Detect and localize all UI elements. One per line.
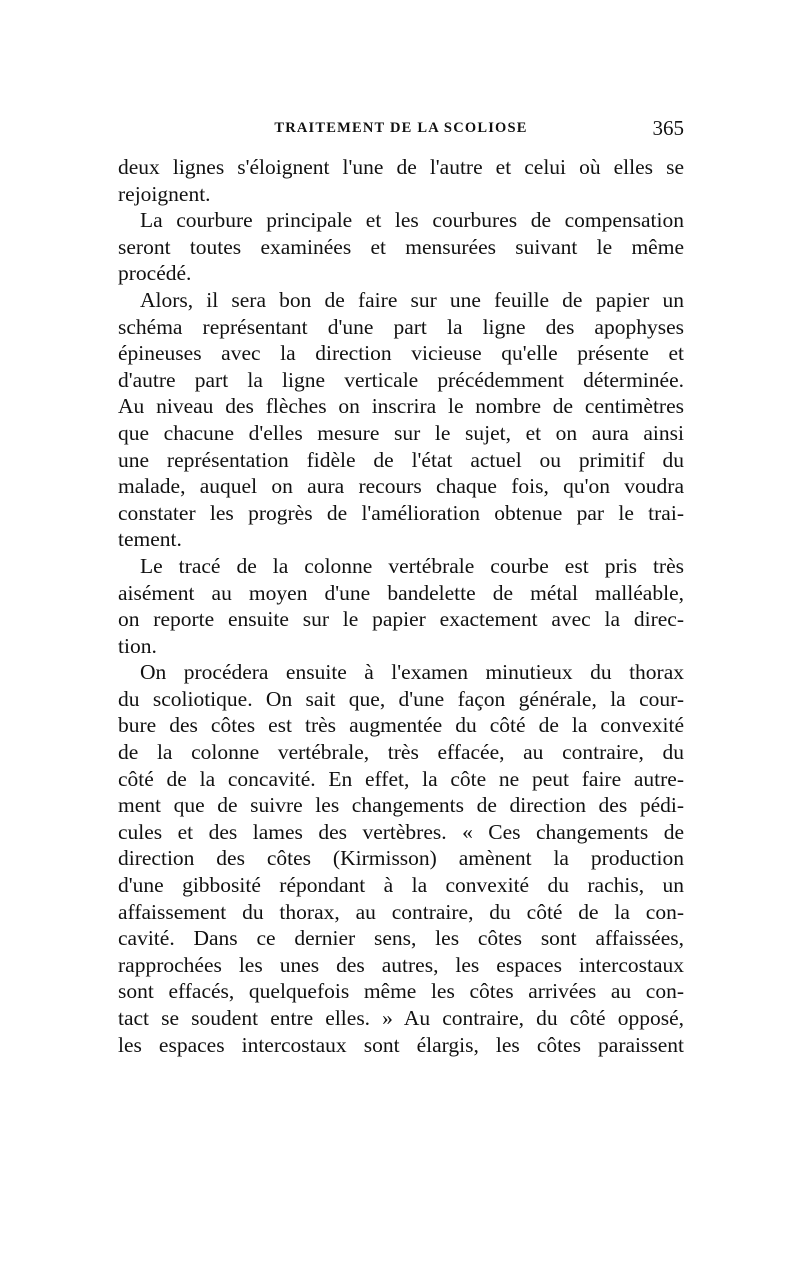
text-line: rapprochées les unes des autres, les espaces intercostaux <box>118 952 684 977</box>
text-line: épineuses avec la direction vicieuse qu'elle présente et <box>118 341 684 366</box>
text-line: tion. <box>118 633 157 658</box>
text-line: une représentation fidèle de l'état actuel ou primitif du <box>118 447 684 472</box>
text-line: tement. <box>118 527 182 552</box>
text-line: du scoliotique. On sait que, d'une façon générale, la cour- <box>118 686 684 711</box>
text-line: rejoignent. <box>118 181 211 206</box>
text-line: sont effacés, quelquefois même les côtes arrivées au con- <box>118 979 684 1004</box>
text-line: d'une gibbosité répondant à la convexité du rachis, un <box>118 873 684 898</box>
text-line: cules et des lames des vertèbres. « Ces changements de <box>118 819 684 844</box>
text-line: seront toutes examinées et mensurées suivant le même <box>118 234 684 259</box>
text-line: côté de la concavité. En effet, la côte ne peut faire autre- <box>118 766 684 791</box>
text-line: Au niveau des flèches on inscrira le nombre de centimètres <box>118 394 684 419</box>
text-line: Alors, il sera bon de faire sur une feuille de papier un <box>140 287 684 312</box>
text-line: On procédera ensuite à l'examen minutieux du thorax <box>140 660 684 685</box>
text-line: constater les progrès de l'amélioration obtenue par le trai- <box>118 500 684 525</box>
text-line: les espaces intercostaux sont élargis, les côtes paraissent <box>118 1032 684 1057</box>
text-line: on reporte ensuite sur le papier exactement avec la direc- <box>118 607 684 632</box>
page-number: 365 <box>652 116 684 140</box>
body-text <box>118 154 684 1058</box>
text-line: aisément au moyen d'une bandelette de métal malléable, <box>118 580 684 605</box>
text-line: direction des côtes (Kirmisson) amènent la production <box>118 846 684 871</box>
running-head <box>118 116 684 140</box>
text-line: de la colonne vertébrale, très effacée, au contraire, du <box>118 740 684 765</box>
text-line: d'autre part la ligne verticale précédemment déterminée. <box>118 367 684 392</box>
text-line: Le tracé de la colonne vertébrale courbe est pris très <box>140 553 684 578</box>
text-line: tact se soudent entre elles. » Au contraire, du côté opposé, <box>118 1006 684 1030</box>
text-line: procédé. <box>118 261 192 286</box>
text-line: La courbure principale et les courbures de compensation <box>140 208 684 233</box>
text-line: cavité. Dans ce dernier sens, les côtes sont affaissées, <box>118 926 684 951</box>
text-line: bure des côtes est très augmentée du côté de la convexité <box>118 713 684 738</box>
text-line: malade, auquel on aura recours chaque fois, qu'on voudra <box>118 474 684 499</box>
text-line: que chacune d'elles mesure sur le sujet, et on aura ainsi <box>118 420 684 445</box>
text-line: schéma représentant d'une part la ligne des apophyses <box>118 314 684 339</box>
running-title: TRAITEMENT DE LA SCOLIOSE <box>274 120 528 136</box>
text-line: deux lignes s'éloignent l'une de l'autre et celui où elles se <box>118 155 684 179</box>
text-line: ment que de suivre les changements de direction des pédi- <box>118 793 684 818</box>
text-line: affaissement du thorax, au contraire, du côté de la con- <box>118 899 684 924</box>
